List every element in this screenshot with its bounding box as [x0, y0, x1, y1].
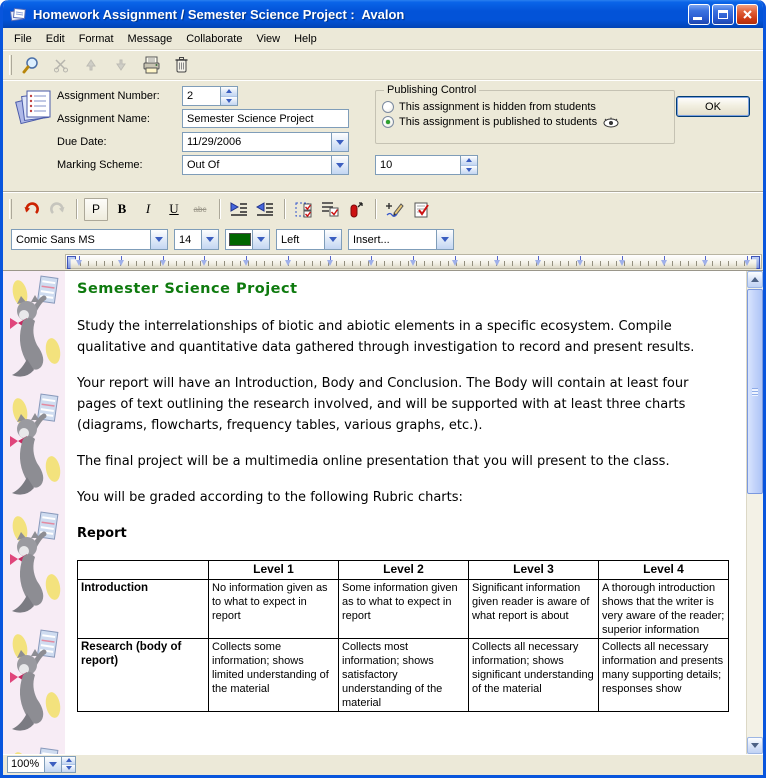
nav-up-icon	[85, 58, 97, 72]
vertical-scrollbar[interactable]	[746, 271, 763, 754]
app-icon	[9, 6, 27, 22]
print-button[interactable]	[138, 53, 164, 77]
radio-hidden-icon[interactable]	[382, 101, 394, 113]
menu-file[interactable]: File	[14, 32, 32, 45]
margin-decoration	[3, 507, 65, 622]
font-color-swatch	[229, 233, 251, 246]
assignment-number-stepper[interactable]: 2	[182, 86, 238, 106]
assignment-form	[3, 80, 763, 192]
scroll-down-button[interactable]	[747, 737, 763, 754]
redo-icon	[49, 201, 66, 217]
assignment-number-spin-buttons[interactable]	[220, 87, 237, 105]
minimize-button[interactable]	[688, 4, 710, 25]
editor-toolbar	[3, 192, 763, 226]
margin-decoration	[3, 625, 65, 740]
previous-button	[78, 53, 104, 77]
rubric-row-label: Research (body of report)	[78, 639, 209, 712]
close-button[interactable]	[736, 4, 758, 25]
rubric-header-cell: Level 4	[599, 561, 729, 580]
close-icon	[742, 9, 753, 20]
font-name-combobox[interactable]: Comic Sans MS	[11, 229, 168, 250]
rubric-cell: Significant information given reader is aware of what report is about	[469, 580, 599, 639]
radio-published-option[interactable]	[382, 116, 668, 128]
ruler[interactable]	[65, 254, 762, 269]
underline-button[interactable]: U	[169, 201, 179, 216]
scroll-up-icon	[751, 277, 759, 282]
scroll-up-button[interactable]	[747, 271, 763, 288]
ruler-area	[3, 253, 763, 270]
font-controls	[3, 226, 763, 253]
document-paragraph: The final project will be a multimedia online presentation that you will present to the class.	[77, 454, 670, 469]
zoom-spin-buttons[interactable]	[61, 757, 75, 772]
selection-check-button[interactable]	[292, 198, 316, 221]
marquee-check-icon	[295, 201, 314, 218]
italic-button[interactable]: I	[145, 201, 151, 216]
due-date-dropdown-button[interactable]	[331, 133, 348, 151]
document-paragraph: Study the interrelationships of biotic and abiotic elements in a specific ecosystem. Compile qualitative and quantitative data gathered through investigation to record and present results.	[77, 319, 695, 355]
assignment-icon	[15, 87, 55, 125]
font-color-dropdown-button[interactable]	[252, 230, 269, 249]
assignment-number-label: Assignment Number:	[57, 90, 160, 102]
scroll-down-icon	[751, 743, 759, 748]
marking-scheme-combobox[interactable]: Out Of	[182, 155, 349, 175]
rubric-cell: Collects all necessary information and presents many supporting details; responses show	[599, 639, 729, 712]
signature-button[interactable]	[383, 198, 407, 221]
find-icon	[22, 56, 40, 74]
insert-dropdown-button[interactable]	[436, 230, 453, 249]
edit-tools-button	[48, 53, 74, 77]
rubric-cell: Collects all necessary information; shows significant understanding of the material	[469, 639, 599, 712]
rubric-title: Report	[77, 526, 127, 541]
rubric-cell: No information given as to what to expect in report	[209, 580, 339, 639]
margin-decoration	[3, 271, 65, 386]
alignment-dropdown-button[interactable]	[324, 230, 341, 249]
status-bar	[3, 754, 763, 773]
assignment-name-label: Assignment Name:	[57, 113, 150, 125]
publishing-control-group	[375, 84, 675, 144]
radio-hidden-label: This assignment is hidden from students	[399, 101, 596, 113]
zoom-dropdown-button[interactable]	[44, 757, 61, 772]
ok-button[interactable]: OK	[676, 96, 750, 117]
document-paragraph: Your report will have an Introduction, Body and Conclusion. The Body will contain at least four pages of text outlining the research involved, and will be supported with at least three charts (diagrams, flowcharts, frequency tables, various graphs, etc.).	[77, 376, 689, 433]
rubric-row-introduction	[78, 580, 729, 639]
menu-view[interactable]: View	[256, 32, 281, 45]
list-check-button[interactable]	[318, 198, 342, 221]
window-title: Homework Assignment / Semester Science Project : Avalon	[33, 6, 405, 22]
rubric-table	[77, 560, 729, 712]
font-color-combobox[interactable]	[225, 229, 270, 250]
toolbar-grip[interactable]	[9, 55, 12, 75]
rubric-cell: Collects some information; shows limited understanding of the material	[209, 639, 339, 712]
rubric-cell: A thorough introduction shows that the writer is very aware of the reader; superior information	[599, 580, 729, 639]
maximize-icon	[718, 10, 728, 19]
marking-points-spin-buttons[interactable]	[460, 156, 477, 174]
strikethrough-button: abc	[193, 204, 207, 214]
undo-icon	[23, 201, 40, 217]
radio-hidden-option[interactable]	[382, 101, 668, 113]
paragraph-style-button[interactable]: P	[84, 198, 108, 221]
bold-button[interactable]: B	[117, 201, 127, 216]
marking-scheme-label: Marking Scheme:	[57, 159, 143, 171]
next-button	[108, 53, 134, 77]
voice-annotation-button[interactable]	[344, 198, 368, 221]
indent-decrease-icon	[256, 202, 274, 216]
radio-published-icon[interactable]	[382, 116, 394, 128]
maximize-button[interactable]	[712, 4, 734, 25]
list-check-icon	[321, 201, 339, 217]
document-area	[3, 270, 763, 754]
assignment-name-input[interactable]	[182, 109, 349, 128]
menu-format[interactable]: Format	[78, 32, 114, 45]
scrollbar-grip	[752, 388, 758, 396]
rubric-cell: Some information given as to what to expect in report	[339, 580, 469, 639]
rubric-header-cell: Level 3	[469, 561, 599, 580]
margin-decoration	[3, 743, 65, 754]
menu-edit[interactable]: Edit	[45, 32, 65, 45]
radio-published-label: This assignment is published to students	[399, 116, 598, 128]
font-name-dropdown-button[interactable]	[150, 230, 167, 249]
indent-decrease-button[interactable]	[253, 198, 277, 221]
editor-toolbar-grip[interactable]	[9, 199, 12, 219]
find-button[interactable]	[18, 53, 44, 77]
rubric-header-cell	[78, 561, 209, 580]
font-size-dropdown-button[interactable]	[201, 230, 218, 249]
approve-document-icon	[413, 201, 429, 218]
indent-increase-icon	[230, 202, 248, 216]
delete-icon	[174, 56, 189, 74]
stationery-margin	[3, 271, 65, 754]
menu-message[interactable]: Message	[127, 32, 173, 45]
document-heading: Semester Science Project	[77, 281, 298, 297]
rubric-header-cell: Level 2	[339, 561, 469, 580]
zoom-value: 100%	[11, 758, 40, 770]
approve-document-button[interactable]	[409, 198, 433, 221]
ruler-left-margin-marker[interactable]	[67, 256, 76, 269]
publishing-control-legend: Publishing Control	[387, 84, 477, 96]
menu-collaborate[interactable]: Collaborate	[186, 32, 243, 45]
ruler-markers	[76, 256, 751, 267]
signature-pencil-icon	[386, 201, 404, 218]
margin-decoration	[3, 389, 65, 504]
scrollbar-thumb[interactable]	[747, 289, 763, 494]
due-date-combobox[interactable]: 11/29/2006	[182, 132, 349, 152]
print-icon	[142, 56, 161, 74]
main-toolbar	[3, 50, 763, 80]
indent-increase-button[interactable]	[227, 198, 251, 221]
rubric-header-cell: Level 1	[209, 561, 339, 580]
rubric-header-row	[78, 561, 729, 580]
nav-down-icon	[115, 58, 127, 72]
menu-bar	[3, 28, 763, 50]
minimize-icon	[693, 17, 702, 20]
font-size-combobox[interactable]: 14	[174, 229, 219, 250]
due-date-label: Due Date:	[57, 136, 107, 148]
delete-button[interactable]	[168, 53, 194, 77]
rubric-cell: Collects most information; shows satisfactory understanding of the material	[339, 639, 469, 712]
zoom-control[interactable]	[7, 756, 76, 773]
ruler-right-margin-marker[interactable]	[751, 256, 760, 269]
voice-annotation-icon	[349, 201, 363, 218]
title-bar[interactable]	[3, 0, 763, 28]
marking-scheme-dropdown-button[interactable]	[331, 156, 348, 174]
alignment-combobox[interactable]: Left	[276, 229, 342, 250]
scissors-icon	[53, 57, 69, 73]
redo-button	[45, 198, 69, 221]
marking-points-stepper[interactable]: 10	[375, 155, 478, 175]
eye-icon	[602, 117, 620, 128]
rubric-row-research	[78, 639, 729, 712]
rubric-row-label: Introduction	[78, 580, 209, 639]
insert-combobox[interactable]: Insert...	[348, 229, 454, 250]
scrollbar-track[interactable]	[747, 494, 763, 737]
document-editor-surface[interactable]	[65, 271, 746, 754]
undo-button[interactable]	[19, 198, 43, 221]
document-paragraph: You will be graded according to the following Rubric charts:	[77, 490, 463, 505]
menu-help[interactable]: Help	[294, 32, 317, 45]
